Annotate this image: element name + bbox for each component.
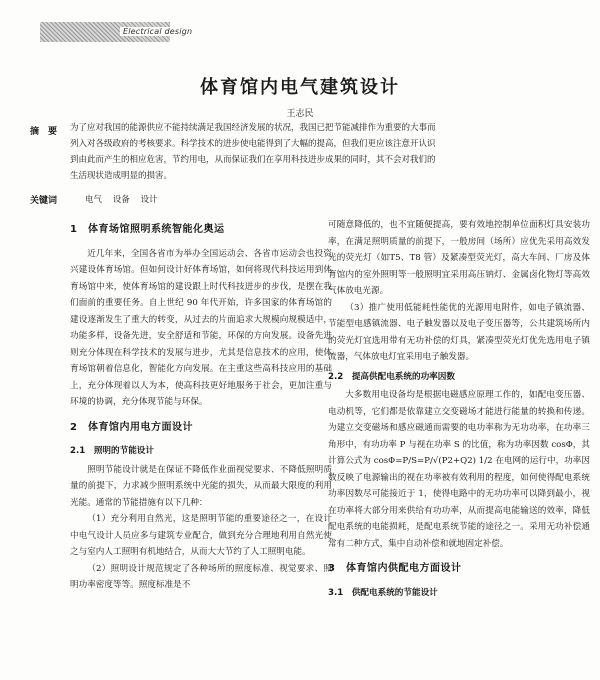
abstract-line: 生活现状造成明显的损害。 [70,171,173,181]
keywords-label: 关键词 [30,196,58,206]
abstract-line: 到由此而产生的相应危害，节约用电，从而保证我们在享用科技进步成果的同时，其不会对我们的 [70,155,436,165]
journal-name: Electrical design [120,27,195,36]
paragraph-continued: 可随意降低的，也不宜随便提高，要有效地控制单位面积灯具安装功率，在满足照明质量的前提下，一般房间（场所）应优先采用高效发光的荧光灯（如T5、T8 管）及紧凑型荧光灯，高大车间、厂房及体育馆内的室外照明等一般照明宜采用高压钠灯、金属卤化物灯等高效气体放电光源。 [328,220,590,296]
subsection-heading: 3.1 供配电系统的节能设计 [328,587,438,598]
keyword: 设备 [112,195,130,205]
subsection-heading: 2.1 照明的节能设计 [70,446,154,456]
keyword: 设计 [140,195,158,205]
left-column [70,222,332,594]
paragraph: 近几年来，全国各省市为举办全国运动会、各省市运动会也投资兴建设体育场馆。但如何设计好体育场馆，如何将现代科技运用到体育场馆中来，使体育场馆的建设跟上时代科技进步的步伐，是摆在我们面前的重要任务。自上世纪 90 年代开始，许多国家的体育场馆的建设逐渐发生了重大的转变，从过去的片面追求大规模向规模适中，功能多样，设备先进，安全舒适和节能，环保的方向发展。设备先进则充分体现在科学技术的发展与进步，尤其是信息技术的应用，使体育场馆朝着信息化，智能化方向发展。在主重这些高科技应用的基础上，充分体现着以人为本，使高科技更好地服务于社会，更加注重与环境的协调，充分体现节能与环保。 [70,248,332,407]
paragraph: 大多数用电设备均是根据电磁感应原理工作的，如配电变压器、电动机等，它们都是依靠建立交变磁场才能进行能量的转换和传递。为建立交变磁场和感应磁通而需要的电功率称为无功功率，在功率三角形中，有功功率 P 与视在功率 S 的比值，称为功率因数 cosΦ，其计算公式为 cosΦ=P/S=P/√(P2+Q2) 1/2 在电网的运行中，功率因数反映了电源输出的视在功率被有效利用的程度，如何使得配电系统功率因数尽可能接近于 1，使得电路中的无功功率可以降到最小，视在功率将大部分用来供给有功功率，从而提高电能输送的效率，降低配电系统的电能损耗，是配电系统节能的途径之一。采用无功补偿通常有二种方式，集中自动补偿和就地固定补偿。 [328,390,590,549]
article-author: 王志民 [286,109,314,119]
abstract-line: 列入对各级政府的考核要求。科学技术的进步使电能得到了大幅的提高，但我们更应该注意开认识 [70,139,436,149]
abstract-label: 摘 要 [30,127,58,137]
right-column [328,217,590,603]
keyword: 电气 [85,195,103,205]
paragraph: （1）充分利用自然光，这是照明节能的重要途径之一，在设计中电气设计人员应多与建筑专业配合，做到充分合理地利用自然光使之与室内人工照明有机地结合，从而大大节约了人工照明电能。 [70,514,332,557]
keywords-list [85,193,157,205]
paragraph: （2）照明设计规范规定了各种场所的照度标准、视觉要求、照明功率密度等等。照度标准是不 [70,563,332,590]
abstract-text [70,120,550,184]
section-heading: 2 体育馆内用电方面设计 [70,421,193,433]
section-heading: 3 体育馆内供配电方面设计 [328,563,462,574]
section-heading: 1 体育场馆照明系统智能化奥运 [70,224,225,235]
abstract-line: 为了应对我国的能源供应不能持续满足我国经济发展的状况，我国已把节能减排作为重要的大事而 [70,123,436,133]
article-title: 体育馆内电气建筑设计 [200,77,400,98]
subsection-heading: 2.2 提高供配电系统的功率因数 [328,371,455,382]
paragraph: （3）推广使用低能耗性能优的光源用电附件，如电子镇流器、节能型电感镇流器、电子触发器以及电子变压器等，公共建筑场所内的荧光灯宜选用带有无功补偿的灯具，紧凑型荧光灯优先选用电子镇流器，气体放电灯宜采用电子触发器。 [328,302,590,362]
paragraph: 照明节能设计就是在保证不降低作业面视觉要求、不降低照明质量的前提下，力求减少照明系统中光能的损失，从而最大限度的利用光能。通常的节能措施有以下几种： [70,464,332,508]
